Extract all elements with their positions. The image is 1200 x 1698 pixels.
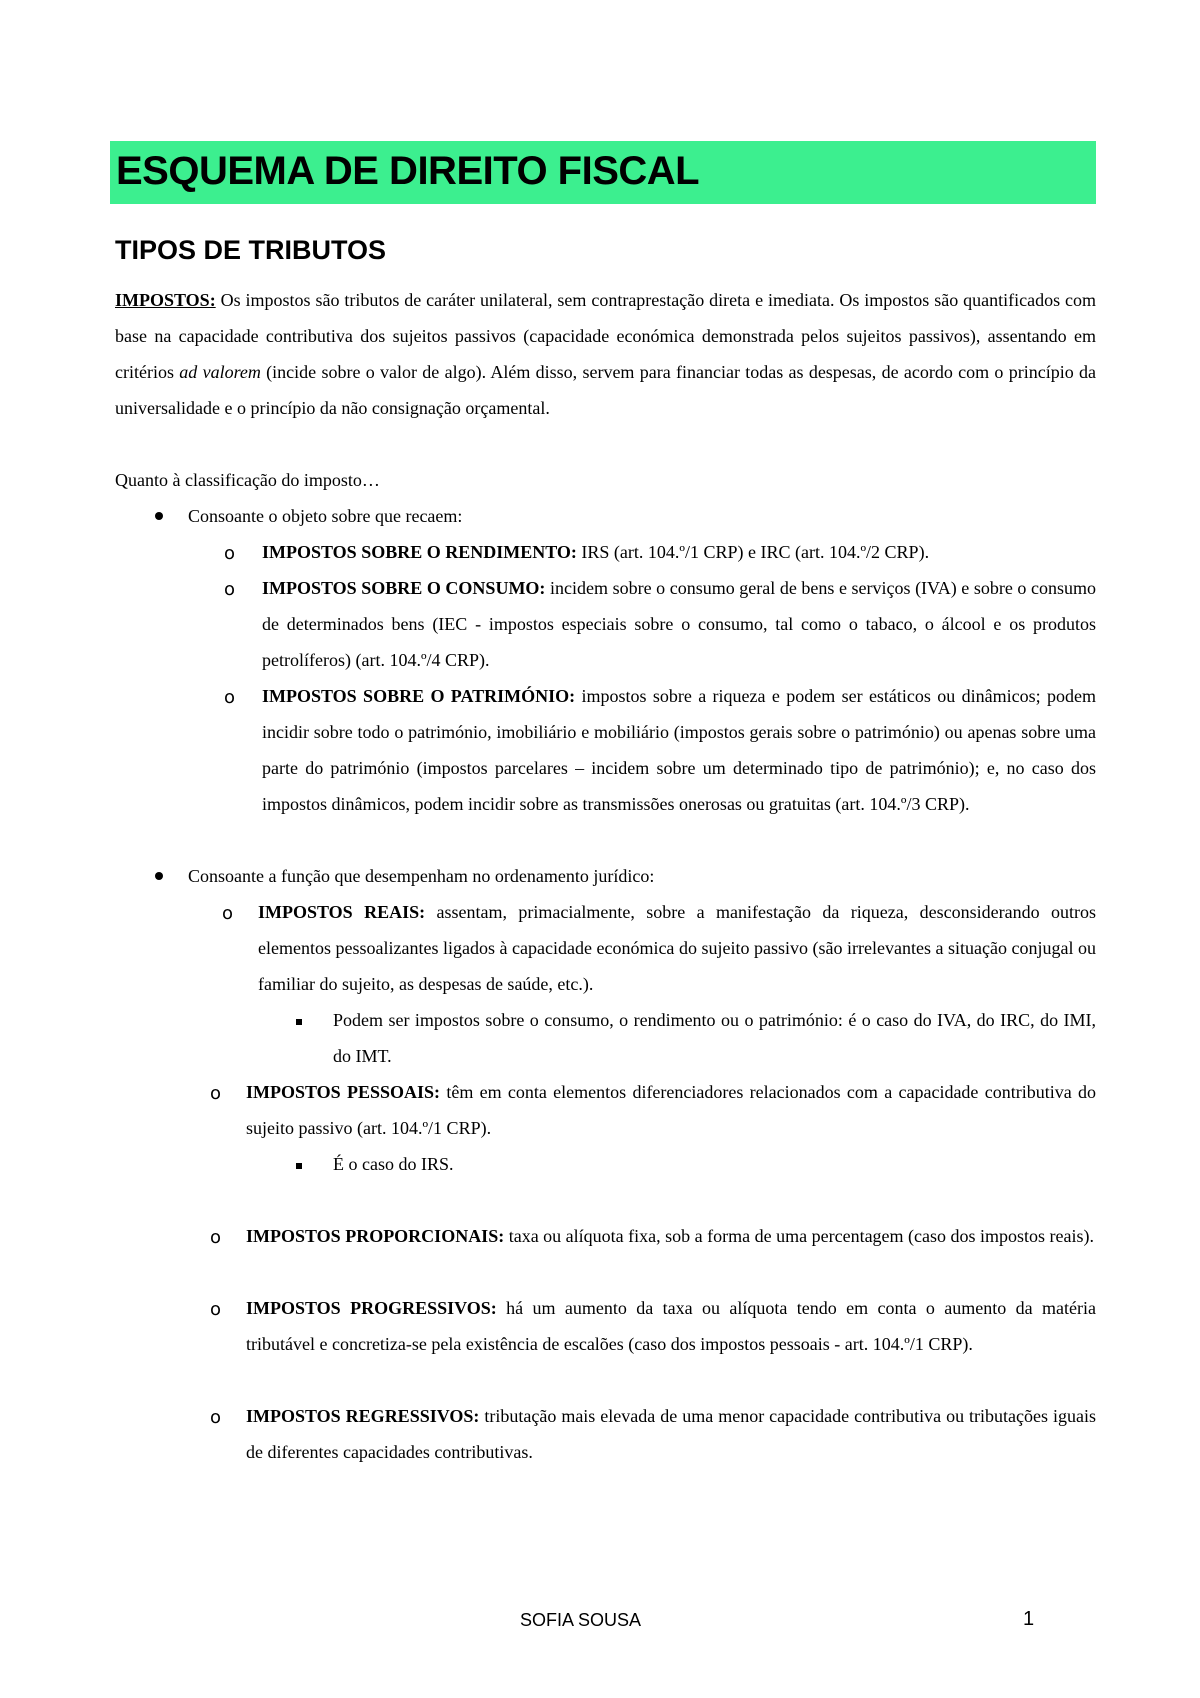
intro-text-2: (incide sobre o valor de algo). Além disso, servem para financiar todas as despesas, de acordo com o princípio da universalidade e o princípio da não consignação orçamental.	[115, 362, 1096, 418]
list-item-consumo	[262, 570, 1096, 678]
item-text: taxa ou alíquota fixa, sob a forma de uma percentagem (caso dos impostos reais).	[504, 1226, 1095, 1246]
sub-item-reais: Podem ser impostos sobre o consumo, o rendimento ou o património: é o caso do IVA, do IRC, do IMI, do IMT.	[333, 1010, 1096, 1066]
circle-bullet-icon: o	[210, 1227, 222, 1248]
list-item-pessoais	[246, 1074, 1096, 1146]
list-item-patrimonio	[262, 678, 1096, 822]
item-text: impostos sobre a riqueza e podem ser estáticos ou dinâmicos; podem incidir sobre todo o património, imobiliário e mobiliário (impostos gerais sobre o património) ou apenas sobre uma parte do património (impostos parcelares – incidem sobre um determinado tipo de património); e, no caso dos impostos dinâmicos, podem incidir sobre as transmissões onerosas ou gratuitas (art. 104.º/3 CRP).	[262, 686, 1096, 814]
circle-bullet-icon: o	[210, 1083, 222, 1104]
item-text: tributação mais elevada de uma menor capacidade contributiva ou tributações iguais de diferentes capacidades contributivas.	[246, 1406, 1097, 1462]
intro-italic: ad valorem	[179, 362, 261, 382]
item-label: IMPOSTOS REGRESSIVOS:	[246, 1406, 480, 1426]
square-bullet-icon	[296, 1163, 302, 1169]
bullet-dot-icon	[155, 872, 163, 880]
circle-bullet-icon: o	[224, 543, 236, 564]
item-label: IMPOSTOS REAIS:	[258, 902, 426, 922]
page-number: 1	[1023, 1608, 1035, 1630]
item-label: IMPOSTOS SOBRE O RENDIMENTO:	[262, 542, 577, 562]
list-item-reais	[258, 894, 1096, 1002]
intro-label: IMPOSTOS:	[115, 290, 216, 310]
section-title: TIPOS DE TRIBUTOS	[115, 235, 387, 265]
bullet-funcao: Consoante a função que desempenham no ordenamento jurídico:	[188, 866, 655, 886]
bullet-objeto: Consoante o objeto sobre que recaem:	[188, 506, 463, 526]
footer-author: SOFIA SOUSA	[520, 1610, 642, 1630]
item-text: IRS (art. 104.º/1 CRP) e IRC (art. 104.º/2 CRP).	[576, 542, 930, 562]
intro-text-1: Os impostos são tributos de caráter unilateral, sem contraprestação direta e imediata. Os impostos são quantificados com base na capacidade contributiva dos sujeitos passivos (capacidade económica demonstrada pelos sujeitos passivos), assentando em critérios	[115, 290, 1096, 382]
sub-item-pessoais: É o caso do IRS.	[333, 1154, 454, 1174]
circle-bullet-icon: o	[224, 687, 236, 708]
circle-bullet-icon: o	[224, 579, 236, 600]
list-item-progressivos	[246, 1290, 1096, 1362]
circle-bullet-icon: o	[222, 903, 234, 924]
list-item-proporcionais	[246, 1218, 1096, 1254]
classification-lead: Quanto à classificação do imposto…	[115, 470, 380, 490]
document-title: ESQUEMA DE DIREITO FISCAL	[116, 149, 700, 193]
item-label: IMPOSTOS PROGRESSIVOS:	[246, 1298, 497, 1318]
item-label: IMPOSTOS PESSOAIS:	[246, 1082, 441, 1102]
circle-bullet-icon: o	[210, 1299, 222, 1320]
list-item-rendimento	[262, 534, 1096, 570]
item-label: IMPOSTOS PROPORCIONAIS:	[246, 1226, 505, 1246]
item-text: têm em conta elementos diferenciadores relacionados com a capacidade contributiva do sujeito passivo (art. 104.º/1 CRP).	[246, 1082, 1096, 1138]
bullet-dot-icon	[155, 512, 163, 520]
item-label: IMPOSTOS SOBRE O CONSUMO:	[262, 578, 546, 598]
item-label: IMPOSTOS SOBRE O PATRIMÓNIO:	[262, 686, 576, 706]
square-bullet-icon	[296, 1019, 302, 1025]
list-item-regressivos	[246, 1398, 1096, 1470]
title-highlight	[110, 141, 1096, 204]
item-text: incidem sobre o consumo geral de bens e serviços (IVA) e sobre o consumo de determinados bens (IEC - impostos especiais sobre o consumo, tal como o tabaco, o álcool e os produtos petrolíferos) (art. 104.º/4 CRP).	[262, 578, 1096, 670]
item-text: há um aumento da taxa ou alíquota tendo em conta o aumento da matéria tributável e concretiza-se pela existência de escalões (caso dos impostos pessoais - art. 104.º/1 CRP).	[246, 1298, 1096, 1354]
item-text: assentam, primacialmente, sobre a manifestação da riqueza, desconsiderando outros elementos pessoalizantes ligados à capacidade económica do sujeito passivo (são irrelevantes a situação conjugal ou familiar do sujeito, as despesas de saúde, etc.).	[258, 902, 1096, 994]
circle-bullet-icon: o	[210, 1407, 222, 1428]
intro-paragraph	[115, 282, 1096, 426]
